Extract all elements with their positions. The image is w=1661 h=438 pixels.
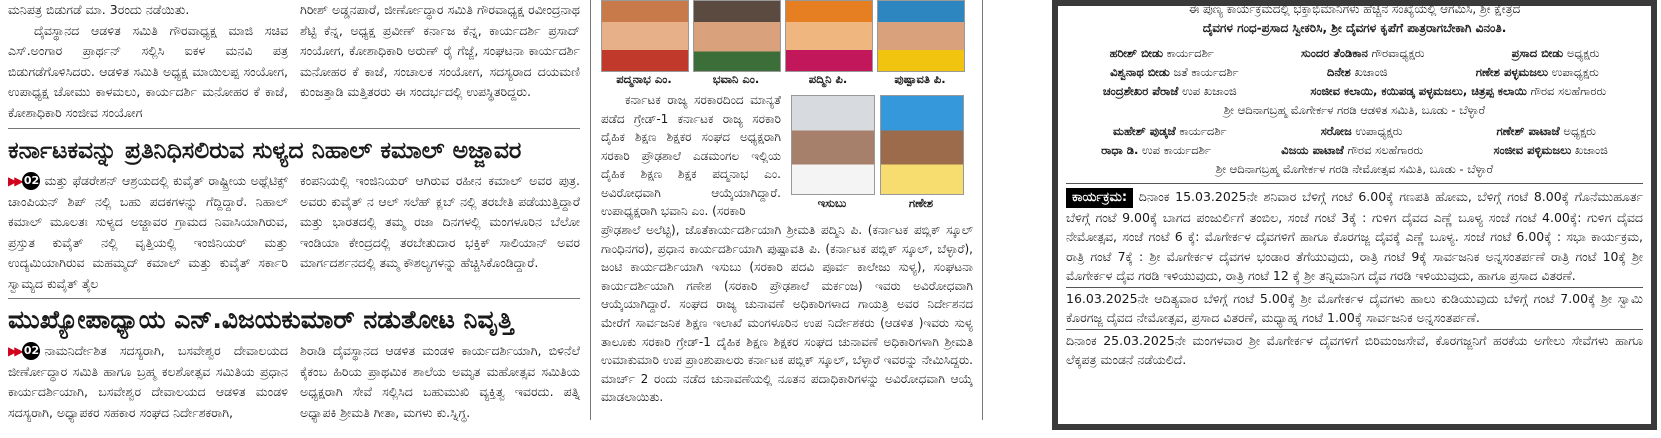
- committee-name: ಹರೀಶ್ ಬೀಡು: [1109, 46, 1163, 60]
- story-marker: [8, 341, 40, 362]
- arrow-icon: ▶▶: [8, 344, 21, 358]
- committee-name: ಪ್ರಸಾದ ಬೀಡು: [1511, 46, 1564, 60]
- divider: [8, 128, 580, 129]
- committee-role: ಅಧ್ಯಕ್ಷರು: [1563, 124, 1596, 138]
- story-vijay-right: ಶಿರಾಡಿ ದೈವಸ್ಥಾನದ ಆಡಳಿತ ಮಂಡಳಿ ಕಾರ್ಯದರ್ಶಿಯಾಗಿ, ಬಿಳಿನೆಲೆ ಕೈಕಂಬ ಹಿರಿಯ ಪ್ರಾಥಮಿಕ ಶಾಲೆಯ ಅಮೃತ ಮಹೋತ್ಸವ ಸಮಿತಿಯ ಅಧ್ಯಕ್ಷರಾಗಿ ಸೇವೆ ಸಲ್ಲಿಸಿದ ಬಹುಮುಖಿ ವ್ಯಕ್ತಿತ್ವ ಇವರದು. ಪತ್ನಿ ಅಧ್ಯಾಪಕಿ ಶ್ರೀಮತಿ ಗೀತಾ, ಮಗಳು ಕು.ಸ್ನಿಗ್ಧ.: [300, 343, 580, 420]
- committee-role: ಉಪ ಖಜಾಂಜಿ: [1182, 84, 1237, 98]
- photo-ganesha: [880, 95, 964, 195]
- program-day2: 16.03.2025ನೇ ಆದಿತ್ಯವಾರ ಬೆಳಿಗ್ಗೆ ಗಂಟೆ 5.00ಕ್ಕೆ ಶ್ರೀ ಮೊಗೇರ್ಕಳ ದೈವಗಳು ಹಾಲು ಕುಡಿಯುವುದು ಬೆಳಿಗ್ಗೆ ಗಂಟೆ 7.00ಕ್ಕೆ ಶ್ರೀ ಸ್ವಾಮಿ ಕೊರಗಜ್ಜ ದೈವದ ನೇಮೋತ್ಸವ, ಪ್ರಸಾದ ವಿತರಣೆ, ಮಧ್ಯಾಹ್ನ ಗಂಟೆ 1.00ಕ್ಕೆ ಸಾರ್ವಜನಿಕ ಅನ್ನಸಂತರ್ಪಣೆ.: [1066, 290, 1643, 325]
- page-number-badge: 02: [22, 172, 40, 190]
- committee2-row: [1066, 141, 1643, 160]
- ad-divider: [1066, 287, 1643, 288]
- committee-name: ಸಂಜೀವ ಕಲಾಯಿ, ಕಯಿಪಡ್ಕ ಪಳ್ಳಮಜಲು, ಚಿತ್ರಪ್ಪ ಕಲಾಯಿ: [1310, 84, 1527, 98]
- story-vijay-left-text: ನಾಮನಿರ್ದೇಶಿತ ಸದಸ್ಯರಾಗಿ, ಬಸವೇಶ್ವರ ದೇವಾಲಯದ ಜೀರ್ಣೋದ್ಧಾರ ಸಮಿತಿ ಹಾಗೂ ಬ್ರಹ್ಮ ಕಲಶೋತ್ಸವ ಸಮಿತಿಯ ಪ್ರಧಾನ ಕಾರ್ಯದರ್ಶಿಯಾಗಿ, ಬಸವೇಶ್ವರ ದೇವಾಲಯದ ಆಡಳಿತ ಮಂಡಳಿ ಸದಸ್ಯರಾಗಿ, ಅಧ್ಯಾಪಕರ ಸಹಕಾರ ಸಂಘದ ನಿರ್ದೇಶಕರಾಗಿ,: [8, 343, 288, 420]
- story-nihal-left: [8, 171, 288, 294]
- ad-divider: [1066, 183, 1643, 184]
- committee-role: ಗೌರವಾಧ್ಯಕ್ಷರು: [1371, 46, 1425, 60]
- committee1-names: [1066, 44, 1643, 101]
- photo-bhavani: [693, 0, 781, 72]
- committee-name: ಸರೋಜ: [1320, 124, 1352, 138]
- committee2-org: ಶ್ರೀ ಆದಿನಾಗಬ್ರಹ್ಮ ಮೊಗೇರ್ಕಳ ಗರಡಿ ನೇಮೋತ್ಸವ ಸಮಿತಿ, ಬೂಡು - ಬೆಳ್ಳಾರೆ: [1215, 162, 1494, 176]
- program-day1: [1066, 187, 1643, 286]
- story-vijayakumar: [8, 341, 580, 423]
- committee-name: ದಿನೇಶ: [1326, 65, 1351, 79]
- committee2-row: [1066, 122, 1643, 141]
- committee1-row: [1066, 44, 1643, 63]
- committee-role: ಉಪಾಧ್ಯಕ್ಷರು: [1355, 124, 1403, 138]
- top-story-left-para1: ಮನಿಪತ್ರ ಬಿಡುಗಡೆ ಮಾ. 3ರಂದು ನಡೆಯಿತು.: [8, 2, 190, 17]
- committee-role: ಖಜಾಂಜಿ: [1574, 143, 1608, 157]
- committee-role: ಉಪ ಕಾರ್ಯದರ್ಶಿ: [1142, 143, 1211, 157]
- story-nihal-left-text: ಮತ್ತು ಫೆಡರೇಶನ್ ಆಶ್ರಯದಲ್ಲಿ ಕುವೈತ್ ರಾಷ್ಟ್ರೀಯ ಅಥ್ಲೆಟಿಕ್ಸ್ ಚಾಂಪಿಯನ್ ಶಿಪ್ ನಲ್ಲಿ ಬಹು ಪದಕಗಳನ್ನು ಗೆದ್ದಿದ್ದಾರೆ. ನಿಹಾಲ್ ಕಮಾಲ್ ಮೂಲತಃ ಸುಳ್ಯದ ಅಜ್ಜಾವರ ಗ್ರಾಮದ ನಿವಾಸಿಯಾಗಿರುವ, ಪ್ರಸ್ತುತ ಕುವೈತ್ ನಲ್ಲಿ ವೃತ್ತಿಯಲ್ಲಿ ಇಂಜಿನಿಯರ್ ಮತ್ತು ಉದ್ಯಮಿಯಾಗಿರುವ ಮಹಮ್ಮದ್ ಕಮಾಲ್ ಮತ್ತು ಕುವೈತ್ ಸರ್ಕಾರಿ ಸ್ವಾಮ್ಯದ ಕುವೈತ್ ತೈಲ: [8, 173, 288, 291]
- headline-nihal-kamal: ಕರ್ನಾಟಕವನ್ನು ಪ್ರತಿನಿಧಿಸಲಿರುವ ಸುಳ್ಯದ ನಿಹಾಲ್ ಕಮಾಲ್ ಅಜ್ಜಾವರ: [8, 136, 522, 164]
- caption-pushpavathi: ಪುಷ್ಪಾವತಿ ಪಿ.: [894, 72, 946, 86]
- program-day3: ದಿನಾಂಕ 25.03.2025ನೇ ಮಂಗಳವಾರ ಶ್ರೀ ಮೊಗೇರ್ಕಳ ದೈವಗಳಿಗೆ ಬಿರಿಮಂಜಸೇವೆ, ಕೊರಗಜ್ಜನಿಗೆ ಹರಕೆಯ ಅಗೇಲು ಸೇವೆಗಳು ಹಾಗೂ ಲೆಕ್ಕಪತ್ರ ಮಂಡನೆ ನಡೆಯಲಿದೆ.: [1066, 332, 1643, 367]
- photo-pushpavathi: [877, 0, 965, 72]
- committee-role: ಕಾರ್ಯದರ್ಶಿ: [1166, 46, 1214, 60]
- committee-name: ರಾಧಾ ಡಿ.: [1101, 143, 1139, 157]
- association-story-bottom: ಪ್ರೌಢಶಾಲೆ ಅಲೆಟ್ಟಿ), ಜೊತೆಕಾರ್ಯದರ್ಶಿಯಾಗಿ ಶ್ರೀಮತಿ ಪದ್ಮಿನಿ ಪಿ. (ಕರ್ನಾಟಕ ಪಬ್ಲಿಕ್ ಸ್ಕೂಲ್ ಗಾಂಧಿನಗರ), ಪ್ರಧಾನ ಕಾರ್ಯದರ್ಶಿಯಾಗಿ ಪುಷ್ಪಾವತಿ ಪಿ. (ಕರ್ನಾಟಕ ಪಬ್ಲಿಕ್ ಸ್ಕೂಲ್, ಬೆಳ್ಳಾರೆ), ಜಂಟಿ ಕಾರ್ಯದರ್ಶಿಯಾಗಿ ಇಸುಬು (ಸರಕಾರಿ ಪದವಿ ಪೂರ್ವ ಕಾಲೇಜು ಸುಳ್ಯ), ಸಂಘಟನಾ ಕಾರ್ಯದರ್ಶಿಯಾಗಿ ಗಣೇಶ (ಸರಕಾರಿ ಪ್ರೌಢಶಾಲೆ ಮರ್ಕಂಜ) ಇವರು ಅವಿರೋಧವಾಗಿ ಆಯ್ಕೆಯಾಗಿದ್ದಾರೆ. ಸಂಘದ ರಾಜ್ಯ ಚುನಾವಣೆ ಅಧಿಕಾರಿಗಳಾದ ಗಾಯತ್ರಿ ಅವರ ನಿರ್ದೇಶನದ ಮೇರೆಗೆ ಸಾರ್ವಜನಿಕ ಶಿಕ್ಷಣ ಇಲಾಖೆ ಮಂಗಳೂರಿನ ಉಪ ನಿರ್ದೇಶಕರು (ಆಡಳಿತ )ಇವರು ಸುಳ್ಯ ತಾಲೂಕು ಸರಕಾರಿ ಗ್ರೇಡ್-1 ದೈಹಿಕ ಶಿಕ್ಷಣ ಶಿಕ್ಷಕರ ಸಂಘದ ಚುನಾವಣೆ ಅಧಿಕಾರಿಗಳಾಗಿ ಶ್ರೀಮತಿ ಉಮಾಕುಮಾರಿ ಉಪ ಪ್ರಾಂಶುಪಾಲರು ಕರ್ನಾಟಕ ಪಬ್ಲಿಕ್ ಸ್ಕೂಲ್, ಬೆಳ್ಳಾರೆ ಇವರನ್ನು ನೇಮಿಸಿದ್ದರು. ಮಾರ್ಚ್ 2 ರಂದು ನಡೆದ ಚುನಾವಣೆಯಲ್ಲಿ ನೂತನ ಪದಾಧಿಕಾರಿಗಳನ್ನು ಅವಿರೋಧವಾಗಿ ಆಯ್ಕೆ ಮಾಡಲಾಯಿತು.: [601, 223, 973, 405]
- arrow-icon: ▶▶: [8, 174, 21, 188]
- committee-name: ಗಣೇಶ ಪಳ್ಳಮಜಲು: [1475, 65, 1549, 79]
- committee1-row: [1066, 63, 1643, 82]
- committee-role: ಗೌರವ ಸಲಹೆಗಾರರು: [1530, 84, 1607, 98]
- committee-role: ಜತೆ ಕಾರ್ಯದರ್ಶಿ: [1173, 65, 1239, 79]
- association-story-top: ಕರ್ನಾಟಕ ರಾಜ್ಯ ಸರಕಾರದಿಂದ ಮಾನ್ಯತೆ ಪಡೆದ ಗ್ರೇಡ್-1 ಕರ್ನಾಟಕ ರಾಜ್ಯ ಸರಕಾರಿ ದೈಹಿಕ ಶಿಕ್ಷಣ ಶಿಕ್ಷಕರ ಸಂಘದ ಅಧ್ಯಕ್ಷರಾಗಿ ಸರಕಾರಿ ಪ್ರೌಢಶಾಲೆ ಎಡಮಂಗಲ ಇಲ್ಲಿಯ ದೈಹಿಕ ಶಿಕ್ಷಣ ಶಿಕ್ಷಕ ಪದ್ಮನಾಭ ಎಂ. ಅವಿರೋಧವಾಗಿ ಆಯ್ಕೆಯಾಗಿದ್ದಾರೆ. ಉಪಾಧ್ಯಕ್ಷರಾಗಿ ಭವಾನಿ ಎಂ. (ಸರಕಾರಿ: [601, 93, 781, 218]
- committee-name: ಸಂಜೀವ ಪಳ್ಳಿಮಜಲು: [1493, 143, 1572, 157]
- committee-role: ಕಾರ್ಯದರ್ಶಿ: [1179, 124, 1227, 138]
- caption-padmanabha: ಪದ್ಮನಾಭ ಎಂ.: [616, 72, 672, 86]
- top-story-continuation: [8, 0, 580, 123]
- headline-vijayakumar-retirement: ಮುಖ್ಯೋಪಾಧ್ಯಾಯ ಎನ್.ವಿಜಯಕುಮಾರ್ ನಡುತೋಟ ನಿವೃತ್ತಿ: [8, 305, 514, 334]
- ad-divider: [1066, 329, 1643, 330]
- caption-padmini: ಪದ್ಮಿನಿ ಪಿ.: [808, 72, 848, 86]
- committee-role: ಉಪಾಧ್ಯಕ್ಷರು: [1551, 65, 1599, 79]
- committee2-names: [1066, 122, 1643, 160]
- committee-name: ಚಂದ್ರಶೇಖರ ಪೆರಾಜೆ: [1102, 84, 1179, 98]
- column-rule: [982, 0, 983, 420]
- caption-bhavani: ಭವಾನಿ ಎಂ.: [712, 72, 760, 86]
- committee-name: ಮಹೇಶ್ ಪುಡ್ಕಜೆ: [1113, 124, 1176, 138]
- photo-padmanabha: [601, 0, 689, 72]
- top-story-left-para2: ದೈವಸ್ಥಾನದ ಆಡಳಿತ ಸಮಿತಿ ಗೌರವಾಧ್ಯಕ್ಷ ಮಾಜಿ ಸಚಿವ ಎಸ್.ಅಂಗಾರ ಪ್ರಾರ್ಥನ್ ಸಲ್ಲಿಸಿ ಐಕಳ ಮನವಿ ಪತ್ರ ಬಿಡುಗಡೆಗೊಳಿಸಿದರು. ಆಡಳಿತ ಸಮಿತಿ ಅಧ್ಯಕ್ಷ ಮಾಯಿಲಪ್ಪ ಸಂಯೋಗ, ಉಪಾಧ್ಯಕ್ಷ ಚೋಮು ಕಾಳಮಲು, ಕಾರ್ಯದರ್ಶಿ ಮನೋಹರ ಕೆ ಕಾಜೆ, ಕೋಶಾಧಿಕಾರಿ ಸಂಜೀವ ಸಂಯೋಗ: [8, 22, 288, 120]
- story-nihal-right: ಕಂಪನಿಯಲ್ಲಿ ಇಂಜಿನಿಯರ್ ಆಗಿರುವ ರಹೀನ ಕಮಾಲ್ ಅವರ ಪುತ್ರ. ಅವರು ಕುವೈತ್ ನ ಆಲ್ ಸಲೆಹ್ ಕ್ಲಬ್ ನಲ್ಲಿ ತರಬೇತಿ ಪಡೆಯುತ್ತಿದ್ದಾರೆ ಮತ್ತು ಭಾರತದಲ್ಲಿ ತಮ್ಮ ರಜಾ ದಿನಗಳಲ್ಲಿ ಮಂಗಳೂರಿನ ಬೆಲೋ ಇಂಡಿಯಾ ಕೇಂದ್ರದಲ್ಲಿ ತರಬೇತುದಾರ ಭಕ್ತಿಕ್ ಸಾಲಿಯಾನ್ ಅವರ ಮಾರ್ಗದರ್ಶನದಲ್ಲಿ ತಮ್ಮ ಕೌಶಲ್ಯಗಳನ್ನು ಹೆಚ್ಚಿಸಿಕೊಂಡಿದ್ದಾರೆ.: [300, 173, 580, 270]
- story-vijay-left: [8, 341, 288, 423]
- page-number-badge: 02: [22, 342, 40, 360]
- ad-invite-line2: ದೈವಗಳ ಗಂಧ-ಪ್ರಸಾದ ಸ್ವೀಕರಿಸಿ, ಶ್ರೀ ದೈವಗಳ ಕೃಪೆಗೆ ಪಾತ್ರರಾಗಬೇಕಾಗಿ ವಿನಂತಿ.: [1202, 21, 1507, 35]
- photo-padmini: [785, 0, 873, 72]
- committee1-row: [1066, 82, 1643, 101]
- committee-name: ಸುಂದರ ತೆಂಡಿಕಾನ: [1300, 46, 1368, 60]
- column-rule: [590, 0, 591, 420]
- caption-ganesha: ಗಣೇಶ: [908, 196, 934, 210]
- left-news-column: [8, 0, 580, 423]
- story-nihal-kamal: [8, 171, 580, 294]
- caption-isubu: ಇಸುಬು: [817, 196, 847, 210]
- temple-festival-ad: [1052, 0, 1657, 430]
- program-day1-text: ದಿನಾಂಕ 15.03.2025ನೇ ಶನಿವಾರ ಬೆಳಿಗ್ಗೆ ಗಂಟೆ 6.00ಕ್ಕೆ ಗಣಪತಿ ಹೋಮ, ಬೆಳಿಗ್ಗೆ ಗಂಟೆ 8.00ಕ್ಕೆ ಗೊನೆಮುಹೂರ್ತ ಬೆಳಿಗ್ಗೆ ಗಂಟೆ 9.00ಕ್ಕೆ ಬಾಗದ ಪಂಜುರ್ಲಿಗೆ ತಂಬಿಲ, ಸಂಜೆ ಗಂಟೆ 3ಕ್ಕೆ : ಗುಳಿಗ ದೈವದ ಎಣ್ಣೆ ಬೂಳ್ಯ ಸಂಜೆ ಗಂಟೆ 4.00ಕ್ಕೆ: ಗುಳಿಗ ದೈವದ ನೇಮೋತ್ಸವ, ಸಂಜೆ ಗಂಟೆ 6 ಕ್ಕೆ: ಮೊಗೇರ್ಕಳ ದೈವಗಳಿಗೆ ಹಾಗೂ ಕೊರಗಜ್ಜ ದೈವಕ್ಕೆ ಎಣ್ಣೆ ಬೂಳ್ಯ. ಸಂಜೆ ಗಂಟೆ 6.00ಕ್ಕೆ : ಸಭಾ ಕಾರ್ಯಕ್ರಮ, ರಾತ್ರಿ ಗಂಟೆ 7ಕ್ಕೆ : ಶ್ರೀ ಮೊಗೇರ್ಕಳ ದೈವಗಳ ಭಂಡಾರ ತೆಗೆಯುವುದು, ರಾತ್ರಿ ಗಂಟೆ 9ಕ್ಕೆ ಸಾರ್ವಜನಿಕ ಅನ್ನಸಂತರ್ಪಣೆ ರಾತ್ರಿ ಗಂಟೆ 10ಕ್ಕೆ ಶ್ರೀ ಮೊಗೇರ್ಕಳ ದೈವ ಗರಡಿ ಇಳಿಯುವುದು, ರಾತ್ರಿ ಗಂಟೆ 12 ಕ್ಕೆ ಶ್ರೀ ತನ್ನಿಮಾನಿಗ ದೈವ ಗರಡಿ ಇಳಿಯುವುದು, ಹಾಗೂ ಪ್ರಸಾದ ವಿತರಣೆ.: [1066, 189, 1643, 283]
- committee-role: ಖಜಾಂಜಿ: [1354, 65, 1388, 79]
- committee-name: ವಿಶ್ವನಾಥ ಬೀಡು: [1110, 65, 1170, 79]
- committee-name: ಗಣೇಶ್ ಪಾಟಾಜೆ: [1496, 124, 1560, 138]
- story-marker: [8, 171, 40, 192]
- committee1-org: ಶ್ರೀ ಆದಿನಾಗಬ್ರಹ್ಮ ಮೊಗೇರ್ಕಳ ಗರಡಿ ಆಡಳಿತ ಸಮಿತಿ, ಬೂಡು - ಬೆಳ್ಳಾರೆ: [1223, 103, 1486, 117]
- ad-invite-line1: ಈ ಪುಣ್ಯ ಕಾರ್ಯಕ್ರಮದಲ್ಲಿ ಭಕ್ತಾಭಿಮಾನಿಗಳು ಹೆಚ್ಚಿನ ಸಂಖ್ಯೆಯಲ್ಲಿ ಆಗಮಿಸಿ, ಶ್ರೀ ಕ್ಷೇತ್ರದ: [1188, 2, 1521, 16]
- program-label: ಕಾರ್ಯಕ್ರಮ:: [1066, 188, 1133, 208]
- divider: [8, 298, 580, 299]
- committee-name: ವಿಜಯ ಪಾಟಾಜೆ: [1281, 143, 1344, 157]
- committee-role: ಅಧ್ಯಕ್ಷರು: [1566, 46, 1600, 60]
- top-story-right: ಗಿರೀಶ್ ಅಡ್ಡನಪಾರೆ, ಜೀರ್ಣೋದ್ಧಾರ ಸಮಿತಿ ಗೌರವಾಧ್ಯಕ್ಷ ರವೀಂದ್ರನಾಥ ಶೆಟ್ಟಿ ಕೆನ್ನ, ಅಧ್ಯಕ್ಷ ಪ್ರವೀಣ್ ಕರ್ನಾಜ ಕೆನ್ನ, ಕಾರ್ಯದರ್ಶಿ ಪ್ರಸಾದ್ ಸಂಯೋಗ, ಕೋಶಾಧಿಕಾರಿ ಅರುಣ್ ರೈ ಗೆಜ್ಜೆ, ಸಂಘಟನಾ ಕಾರ್ಯದರ್ಶಿ ಮನೋಹರ ಕೆ ಕಾಜೆ, ಸಂಚಾಲಕ ಸಂಯೋಗ, ಸದಸ್ಯರಾದ ದಯಮಣಿ ಕುಂಜತ್ತಾಡಿ ಮತ್ತಿತರರು ಈ ಸಂದರ್ಭದಲ್ಲಿ ಉಪಸ್ಥಿತರಿದ್ದರು.: [300, 2, 580, 99]
- photo-isubu: [791, 95, 875, 195]
- committee-role: ಗೌರವ ಸಲಹೆಗಾರರು: [1347, 143, 1424, 157]
